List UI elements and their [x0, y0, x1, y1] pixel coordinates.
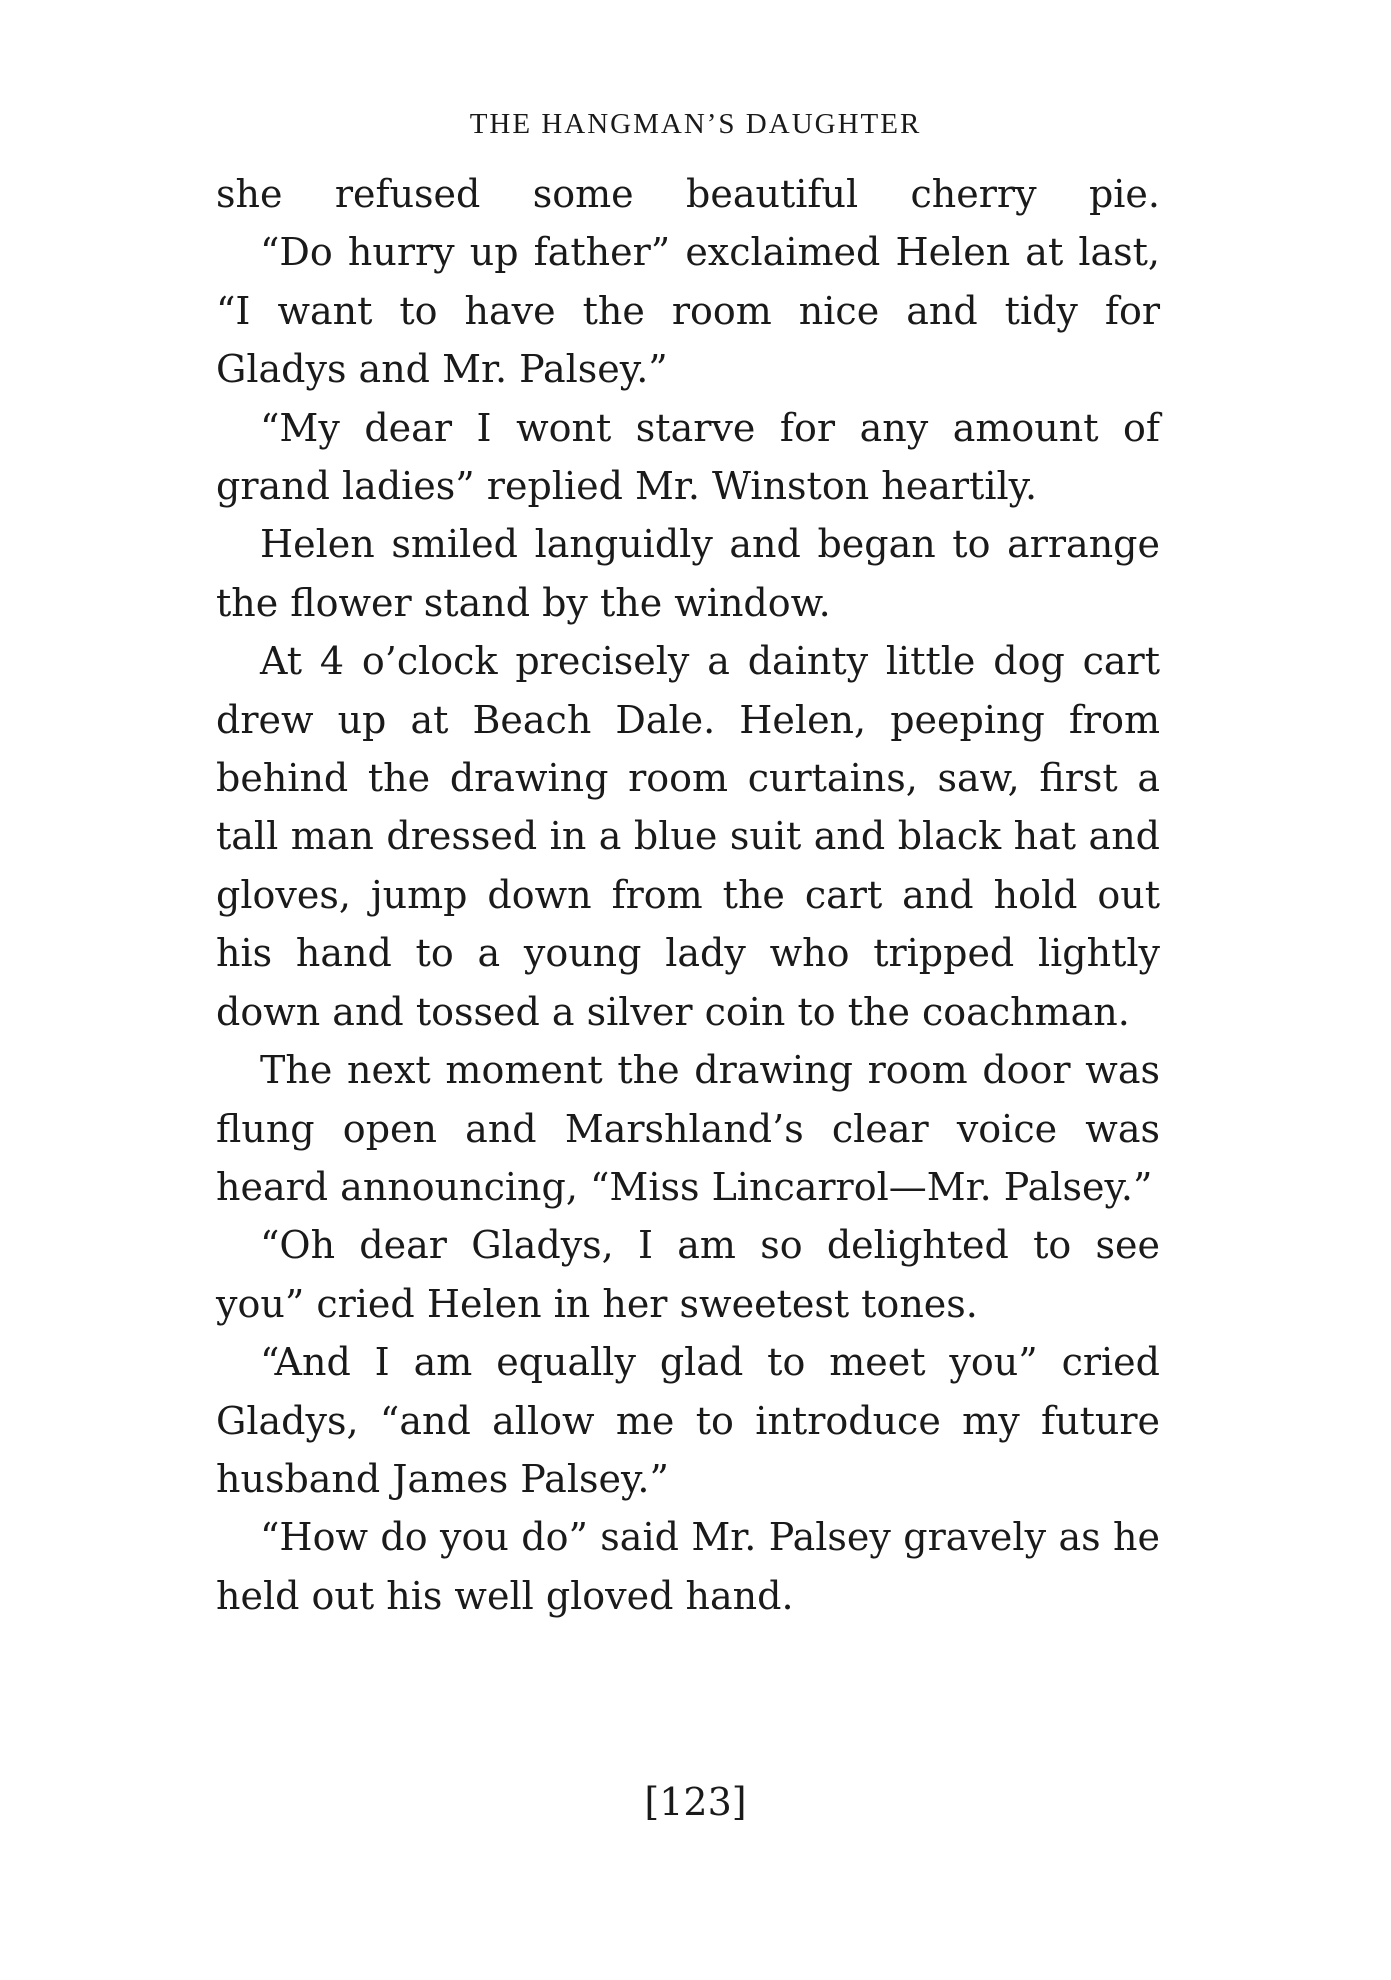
- paragraph: “Do hurry up father” exclaimed Helen at last, “I want to have the room nice and tidy for Gladys and Mr. Palsey.”: [216, 230, 1160, 392]
- paragraph-continuation: she refused some beautiful cherry pie.: [216, 172, 1160, 216]
- paragraph: “And I am equally glad to meet you” cried Gladys, “and allow me to introduce my future husband James Palsey.”: [216, 1340, 1160, 1501]
- paragraph: At 4 o’clock precisely a dainty little dog cart drew up at Beach Dale. Helen, peeping from behind the drawing room curtains, saw, first a tall man dressed in a blue suit and black hat and gloves, jump down from the cart and hold out his hand to a young lady who tripped lightly down and tossed a silver coin to the coachman.: [216, 639, 1160, 1034]
- body-text: [216, 165, 1160, 1625]
- paragraph: The next moment the drawing room door was flung open and Marshland’s clear voice was heard announcing, “Miss Lincarrol—Mr. Palsey.”: [216, 1048, 1160, 1209]
- page-number: [123]: [644, 1780, 747, 1824]
- paragraph: “Oh dear Gladys, I am so delighted to see you” cried Helen in her sweetest tones.: [216, 1223, 1160, 1326]
- paragraph: “My dear I wont starve for any amount of grand ladies” replied Mr. Winston heartily.: [216, 405, 1160, 509]
- running-head: THE HANGMAN’S DAUGHTER: [469, 108, 922, 140]
- paragraph: Helen smiled languidly and began to arrange the flower stand by the window.: [216, 522, 1160, 625]
- paragraph: “How do you do” said Mr. Palsey gravely as he held out his well gloved hand.: [216, 1515, 1160, 1618]
